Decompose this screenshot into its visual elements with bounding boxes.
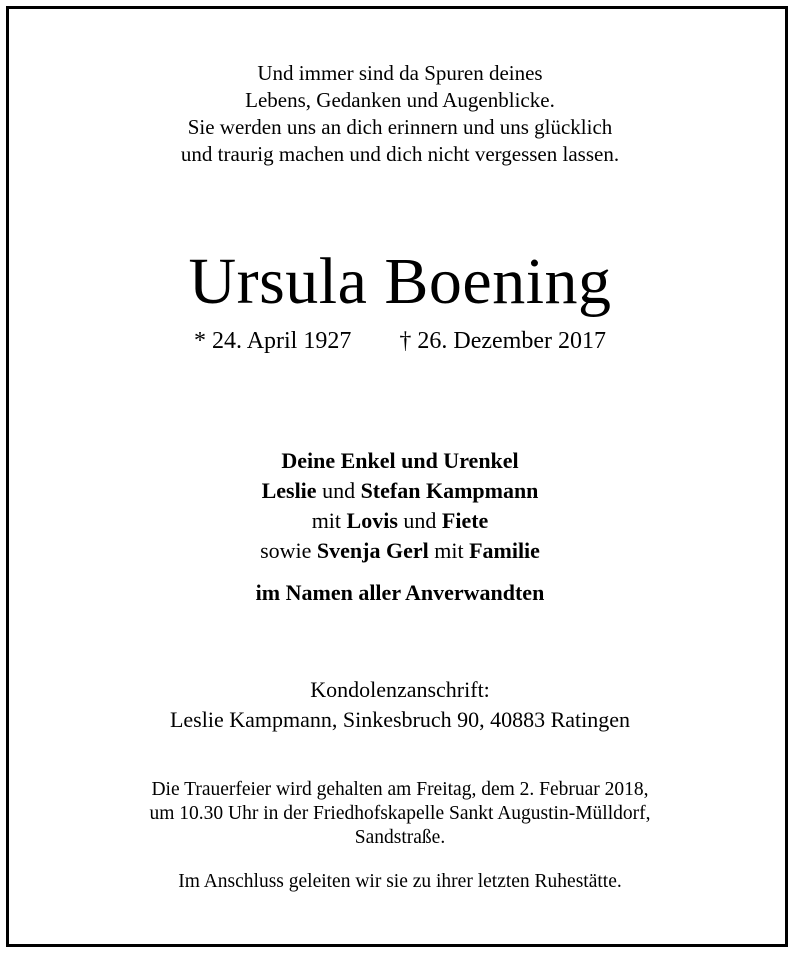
condolence-address — [0, 675, 800, 735]
connector-text: und — [397, 508, 442, 533]
funeral-service-info — [0, 778, 800, 850]
on-behalf-line: im Namen aller Anverwandten — [255, 580, 545, 605]
mourners-line-3 — [0, 506, 800, 536]
mourners-list — [0, 446, 800, 566]
mourner-fiete: Fiete — [441, 508, 489, 533]
poem-line-3: Sie werden uns an dich erinnern und uns glücklich — [187, 115, 613, 139]
condolence-address-line: Leslie Kampmann, Sinkesbruch 90, 40883 Ratingen — [169, 707, 631, 732]
death-date: † 26. Dezember 2017 — [399, 328, 606, 354]
service-line-3: Sandstraße. — [354, 827, 446, 848]
life-dates — [0, 325, 800, 357]
mourners-heading: Deine Enkel und Urenkel — [281, 448, 519, 473]
birth-date: * 24. April 1927 — [194, 328, 352, 354]
mourner-leslie: Leslie — [261, 478, 317, 503]
poem-line-1: Und immer sind da Spuren deines — [257, 61, 543, 85]
poem-line-2: Lebens, Gedanken und Augenblicke. — [245, 88, 555, 112]
poem-line-4: und traurig machen und dich nicht vergessen lassen. — [180, 142, 620, 166]
connector-text: und — [316, 478, 361, 503]
service-line-2: um 10.30 Uhr in der Friedhofskapelle Sankt Augustin-Mülldorf, — [149, 803, 651, 824]
burial-note: Im Anschluss geleiten wir sie zu ihrer letzten Ruhestätte. — [178, 871, 622, 892]
mourner-familie: Familie — [469, 538, 540, 563]
mourners-line-2 — [0, 476, 800, 506]
deceased-name: Ursula Boening — [188, 245, 612, 318]
service-line-1: Die Trauerfeier wird gehalten am Freitag, dem 2. Februar 2018, — [151, 779, 649, 800]
memorial-poem — [0, 60, 800, 168]
mourners-line-4 — [0, 536, 800, 566]
condolence-label: Kondolenzanschrift: — [310, 677, 490, 702]
mourners-line-1 — [0, 446, 800, 476]
connector-text: mit — [428, 538, 470, 563]
mourner-svenja-gerl: Svenja Gerl — [316, 538, 429, 563]
connector-text: sowie — [260, 538, 317, 563]
mourner-stefan-kampmann: Stefan Kampmann — [360, 478, 539, 503]
connector-text: mit — [311, 508, 347, 533]
mourner-lovis: Lovis — [346, 508, 398, 533]
